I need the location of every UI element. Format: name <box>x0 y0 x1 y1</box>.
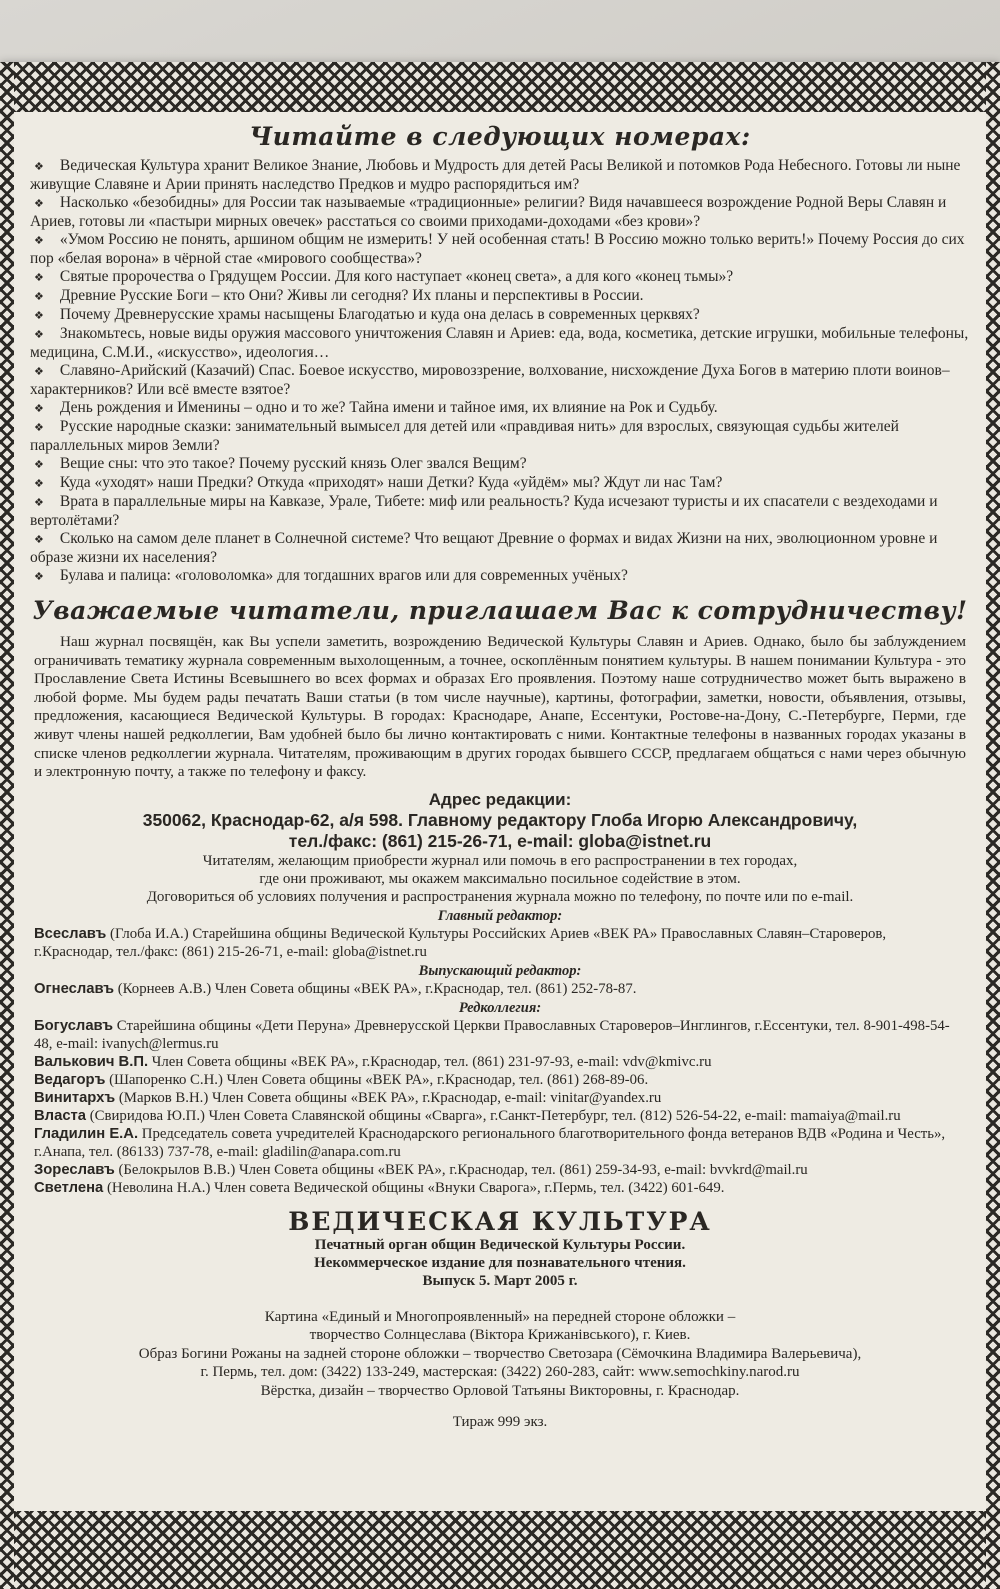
topic-item <box>30 530 970 567</box>
member-details: (Корнеев А.В.) Член Совета общины «ВЕК РА», г.Краснодар, тел. (861) 252-78-87. <box>114 980 637 997</box>
contact-line: тел./факс: (861) 215-26-71, e-mail: globa@istnet.ru <box>288 830 712 851</box>
board-member <box>34 1053 966 1071</box>
distribution-line: Договориться об условиях получения и распространения журнала можно по телефону, по почте или по e-mail. <box>146 888 854 905</box>
topic-item <box>30 399 970 418</box>
print-run: Тираж 999 экз. <box>452 1414 548 1431</box>
topic-item <box>30 474 970 493</box>
topic-text: Вещие сны: что это такое? Почему русский князь Олег звался Вещим? <box>59 455 527 472</box>
bullet-icon: ❖ <box>34 291 44 303</box>
board-member <box>34 1179 966 1197</box>
bullet-icon: ❖ <box>34 272 44 284</box>
member-name: Всеславъ <box>34 925 107 942</box>
topic-text: День рождения и Именины – одно и то же? Тайна имени и тайное имя, их влияние на Рок и Судьбу. <box>59 399 718 416</box>
topic-text: Славяно-Арийский (Казачий) Спас. Боевое искусство, мировоззрение, волхование, нисхождение Духа Богов в материю плоти воинов–характерников? Или всё вместе взятое? <box>30 362 950 398</box>
bullet-icon: ❖ <box>34 478 44 490</box>
board-member <box>34 1071 966 1089</box>
chief-editor-entry <box>34 925 966 961</box>
bullet-icon: ❖ <box>34 366 44 378</box>
topic-item <box>30 268 970 287</box>
topic-item <box>30 287 970 306</box>
credit-line: г. Пермь, тел. дом: (3422) 133-249, мастерская: (3422) 260-283, сайт: www.semochkiny.narod.ru <box>200 1364 800 1381</box>
ornament-border-bottom <box>0 1511 1000 1589</box>
ornament-border-left <box>0 62 14 1589</box>
member-details: (Белокрылов В.В.) Член Совета общины «ВЕК РА», г.Краснодар, тел. (861) 259-34-93, e-mail: bvvkrd@mail.ru <box>114 1161 808 1178</box>
member-name: Гладилин Е.А. <box>34 1125 139 1142</box>
magazine-page <box>0 62 1000 1589</box>
credit-line: Картина «Единый и Многопроявленный» на передней стороне обложки – <box>264 1308 736 1325</box>
ornament-border-right <box>986 62 1000 1589</box>
topic-item <box>30 567 970 586</box>
topic-text: Врата в параллельные миры на Кавказе, Урале, Тибете: миф или реальность? Куда исчезают туристы и их спасатели с вездеходами и вертолётами? <box>30 493 938 529</box>
cooperation-text: Наш журнал посвящён, как Вы успели заметить, возрождению Ведической Культуры Славян и Ариев. Однако, было бы заблуждением ограничивать тематику журнала современным выхолощенным, а точнее, оскоплённым понятием культуры. В нашем понимании Культура - это Прославление Света Истины Всевышнего во всех формах и образах Его проявления. Поэтому наше сотрудничество может быть выражено в любой форме. Мы будем рады печатать Ваши статьи (в том числе научные), картины, фотографии, заметки, новости, объявления, отзывы, предложения, касающиеся Ведической Культуры. В городах: Краснодаре, Анапе, Ессентуки, Ростове-на-Дону, С.-Петербурге, Перми, где живут члены нашей редколлегии, Вам удобней было бы лично контактировать с ними. Контактные телефоны в названных городах указаны в списке членов редколлегии журнала. Читателям, проживающим в других городах бывшего СССР, предлагаем общаться с нами через обычную и электронную почту, а также по телефону и факсу. <box>34 633 966 781</box>
topic-text: Насколько «безобидны» для России так называемые «традиционные» религии? Видя начавшееся возрождение Родной Веры Славян и Ариев, готовы ли «пастыри мирных овечек» расстаться со своими приходами-доходами «без крови»? <box>30 194 947 230</box>
topic-item <box>30 325 970 362</box>
board-member <box>34 1089 966 1107</box>
topic-item <box>30 231 970 268</box>
heading-cooperation: Уважаемые читатели, приглашаем Вас к сотрудничеству! <box>32 596 968 625</box>
member-name: Винитархъ <box>34 1089 116 1106</box>
topic-text: Куда «уходят» наши Предки? Откуда «приходят» наши Детки? Куда «уйдём» мы? Ждут ли нас Там? <box>59 474 723 491</box>
topic-text: Булава и палица: «головоломка» для тогдашних врагов или для современных учёных? <box>59 567 628 584</box>
member-name: Зореславъ <box>34 1161 115 1178</box>
credit-line: творчество Солнцеслава (Віктора Крижанівського), г. Киев. <box>309 1327 691 1344</box>
member-details: (Марков В.Н.) Член Совета общины «ВЕК РА», г.Краснодар, e-mail: vinitar@yandex.ru <box>115 1089 662 1106</box>
bullet-icon: ❖ <box>34 161 44 173</box>
magazine-title: ВЕДИЧЕСКАЯ КУЛЬТУРА <box>288 1206 712 1236</box>
topic-text: Почему Древнерусские храмы насыщены Благодатью и куда она делась в современных церквях? <box>59 306 700 323</box>
credit-line: Вёрстка, дизайн – творчество Орловой Татьяны Викторовны, г. Краснодар. <box>260 1382 740 1399</box>
board-member <box>34 1161 966 1179</box>
address-line: 350062, Краснодар-62, а/я 598. Главному редактору Глоба Игорю Александровичу, <box>142 809 858 830</box>
publication-line: Печатный орган общин Ведической Культуры России. <box>314 1236 686 1253</box>
member-details: (Свиридова Ю.П.) Член Совета Славянской общины «Сварга», г.Санкт-Петербург, тел. (812) 526-54-22, e-mail: mamaiya@mail.ru <box>86 1107 901 1124</box>
topic-item <box>30 362 970 399</box>
topic-item <box>30 306 970 325</box>
topic-text: Знакомьтесь, новые виды оружия массового уничтожения Славян и Ариев: еда, вода, косметика, детские игрушки, мобильные телефоны, медицина, С.М.И., «искусство», идеология… <box>30 325 969 361</box>
member-name: Валькович В.П. <box>34 1053 149 1070</box>
credits-block <box>30 1308 970 1401</box>
member-details: (Глоба И.А.) Старейшина общины Ведической Культуры Российских Ариев «ВЕК РА» Православных Славян–Староверов, г.Краснодар, тел./факс: (861) 215-26-71, e-mail: globa@istnet.ru <box>34 925 887 960</box>
role-release-editor: Выпускающий редактор: <box>418 962 582 979</box>
topic-item <box>30 194 970 231</box>
bullet-icon: ❖ <box>34 310 44 322</box>
bullet-icon: ❖ <box>34 329 44 341</box>
topic-item <box>30 157 970 194</box>
topic-item <box>30 418 970 455</box>
bullet-icon: ❖ <box>34 459 44 471</box>
release-editor-entry <box>34 980 966 998</box>
issue-line: Выпуск 5. Март 2005 г. <box>422 1272 578 1289</box>
topic-text: Святые пророчества о Грядущем России. Для кого наступает «конец света», а для кого «конец тьмы»? <box>59 268 734 285</box>
member-details: (Шапоренко С.Н.) Член Совета общины «ВЕК РА», г.Краснодар, тел. (861) 268-89-06. <box>105 1071 649 1088</box>
topic-text: Сколько на самом деле планет в Солнечной системе? Что вещают Древние о формах и видах Жизни на них, эволюционном уровне и образе жизни их населения? <box>30 530 938 566</box>
page-content <box>30 120 970 1501</box>
bullet-icon: ❖ <box>34 422 44 434</box>
board-member <box>34 1017 966 1053</box>
publication-line: Некоммерческое издание для познавательного чтения. <box>314 1254 686 1271</box>
member-name: Власта <box>34 1107 87 1124</box>
member-name: Светлена <box>34 1179 104 1196</box>
board-member <box>34 1107 966 1125</box>
bullet-icon: ❖ <box>34 235 44 247</box>
member-name: Ведагоръ <box>34 1071 106 1088</box>
topic-text: Ведическая Культура хранит Великое Знание, Любовь и Мудрость для детей Расы Великой и потомков Рода Небесного. Готовы ли ныне живущие Славяне и Арии принять наследство Предков и мудро распорядиться им? <box>30 157 961 193</box>
topic-text: Русские народные сказки: занимательный вымысел для детей или «правдивая нить» для взрослых, связующая судьбы жителей параллельных миров Земли? <box>30 418 899 454</box>
topics-list <box>30 157 970 586</box>
topic-item <box>30 493 970 530</box>
topic-text: Древние Русские Боги – кто Они? Живы ли сегодня? Их планы и перспективы в России. <box>59 287 644 304</box>
member-name: Огнеславъ <box>34 980 115 997</box>
member-details: (Неволина Н.А.) Член совета Ведической общины «Внуки Сварога», г.Пермь, тел. (3422) 601-649. <box>103 1179 725 1196</box>
credit-line: Образ Богини Рожаны на задней стороне обложки – творчество Светозара (Сёмочкина Владимира Валерьевича), <box>138 1345 862 1362</box>
board-list <box>30 1017 970 1197</box>
bullet-icon: ❖ <box>34 534 44 546</box>
member-name: Богуславъ <box>34 1017 114 1034</box>
bullet-icon: ❖ <box>34 198 44 210</box>
bullet-icon: ❖ <box>34 403 44 415</box>
member-details: Старейшина общины «Дети Перуна» Древнерусской Церкви Православных Староверов–Инглингов, г.Ессентуки, тел. 8-901-498-54-48, e-mail: ivanych@lermus.ru <box>34 1017 950 1052</box>
ornament-border-top <box>0 62 1000 112</box>
topic-item <box>30 455 970 474</box>
role-board: Редколлегия: <box>458 999 542 1016</box>
role-chief-editor: Главный редактор: <box>437 907 563 924</box>
topic-text: «Умом Россию не понять, аршином общим не измерить! У ней особенная стать! В Россию можно только верить!» Почему Россия до сих пор «белая ворона» в чёрной стае «мирового сообщества»? <box>30 231 965 267</box>
bullet-icon: ❖ <box>34 571 44 583</box>
heading-next-issues: Читайте в следующих номерах: <box>249 122 751 151</box>
bullet-icon: ❖ <box>34 497 44 509</box>
member-details: Член Совета общины «ВЕК РА», г.Краснодар, тел. (861) 231-97-93, e-mail: vdv@kmivc.ru <box>148 1053 712 1070</box>
member-details: Председатель совета учредителей Краснодарского регионального благотворительного фонда ветеранов ВДВ «Родина и Честь», г.Анапа, тел. (86133) 737-78, e-mail: gladilin@anapa.com.ru <box>34 1125 946 1160</box>
distribution-line: где они проживают, мы окажем максимально посильное содействие в этом. <box>259 870 741 887</box>
address-title: Адрес редакции: <box>428 789 572 809</box>
board-member <box>34 1125 966 1161</box>
distribution-line: Читателям, желающим приобрести журнал или помочь в его распространении в тех городах, <box>202 852 798 869</box>
